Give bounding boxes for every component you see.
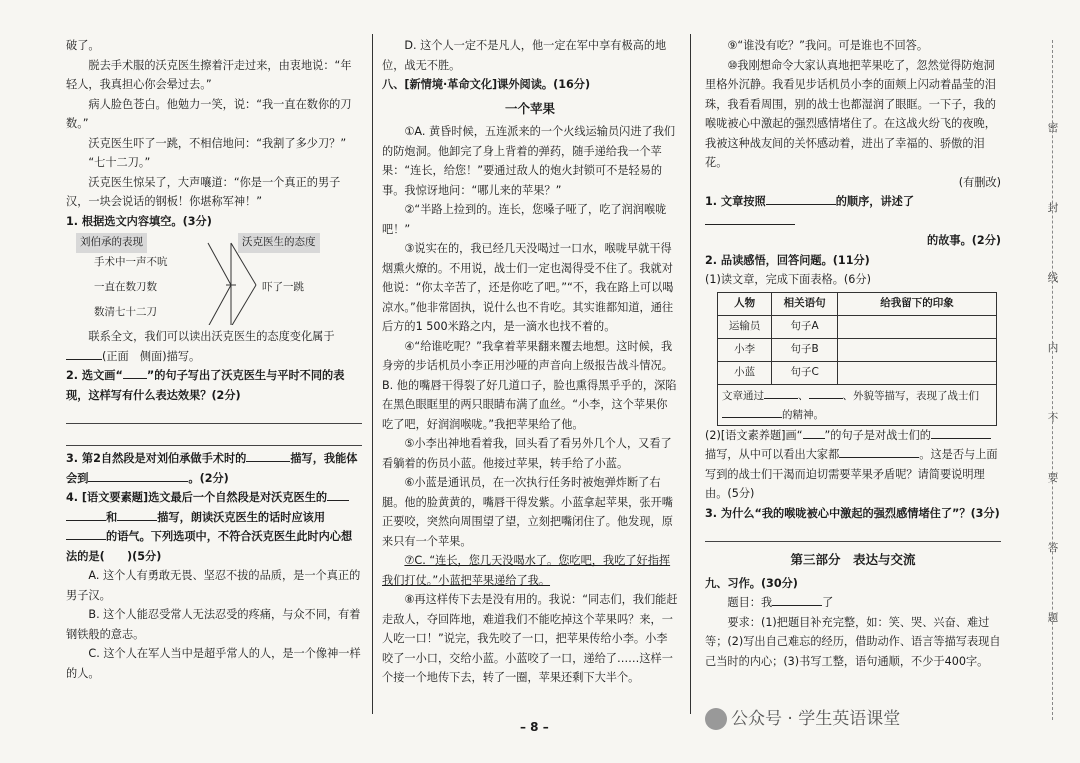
diagram-header-right: 沃克医生的态度 [238, 233, 320, 253]
impression-table [717, 292, 997, 426]
question-3: 3. 第2自然段是对刘伯承做手术时的 描写，我能体会到 。(2分) [66, 449, 362, 488]
answer-blank[interactable] [246, 449, 290, 462]
text-para: ①A. 黄昏时候，五连派来的一个火线运输员闪进了我们的防炮洞。他卸完了身上背着的弹药，随手递给我一个苹果：“连长，给您！”要通过敌人的炮火封锁可不是轻易的事。我惊讶地问：“哪儿来的苹果？” [382, 125, 676, 197]
answer-cell[interactable] [838, 361, 997, 384]
answer-line[interactable] [66, 405, 362, 424]
answer-line[interactable] [66, 427, 362, 446]
table-row: 小李 句子B [718, 338, 997, 361]
option-a: A. 这个人有勇敢无畏、坚忍不拔的品质，是一个真正的男子汉。 [66, 569, 361, 602]
table-row: 运输员 句子A [718, 315, 997, 338]
column-2 [382, 36, 678, 688]
seal-mark: 不 [1047, 412, 1059, 424]
seal-mark: 内 [1047, 342, 1059, 354]
text-para: ⑥小蓝是通讯员，在一次执行任务时被炮弹炸断了右腿。他的脸黄黄的，嘴唇干得发紫。小蓝拿起苹果，张开嘴正要咬，突然向周围望了望，立刻把嘴闭住了。他发现，原来只有一个苹果。 [382, 476, 673, 548]
diagram-row: 一直在数刀数 [94, 281, 157, 293]
answer-line[interactable] [705, 523, 1001, 542]
column-divider [372, 34, 373, 714]
answer-blank[interactable] [722, 405, 782, 418]
seal-mark: 线 [1047, 272, 1059, 284]
text-para: 沃克医生吓了一跳，不相信地问：“我割了多少刀？” [88, 136, 347, 150]
text-para: ④“给谁吃呢？”我拿着苹果翻来覆去地想。这时候，我身旁的步话机员小李正用沙哑的声音向上级报告战斗情况。B. 他的嘴唇干得裂了好几道口子，脸也熏得黑乎乎的，深陷在黑色眼眶里的两只眼睛布满了血丝。“小李，这个苹果你吃了吧，好润润喉咙。”我把苹果给了他。 [382, 339, 677, 431]
answer-blank[interactable] [66, 527, 106, 540]
answer-blank[interactable] [764, 386, 798, 399]
relation-diagram [66, 233, 362, 325]
table-header: 相关语句 [772, 292, 838, 315]
answer-blank[interactable] [705, 212, 795, 225]
text-para: 病人脸色苍白。他勉力一笑，说：“我一直在数你的刀数。” [66, 97, 352, 130]
option-c: C. 这个人在军人当中是超乎常人的人，是一个像神一样的人。 [66, 647, 361, 680]
text-para: ⑦C. “连长，您几天没喝水了。您吃吧，我吃了好指挥我们打仗。”小蓝把苹果递给了我。 [382, 554, 671, 587]
essay-requirements: 要求：(1)把题目补充完整，如：笑、哭、兴奋、难过等；(2)写出自己难忘的经历，借助动作、语言等描写表现自己当时的内心；(3)书写工整，语句通顺，不少于400字。 [705, 615, 1001, 668]
answer-blank[interactable] [809, 386, 843, 399]
text-para: 联系全文，我们可以读出沃克医生的态度变化属于(正面 侧面)描写。 [66, 327, 362, 366]
question-4: 4. [语文要素题]选文最后一个自然段是对沃克医生的和 描写，朗读沃克医生的话时应该用的语气。下列选项中，不符合沃克医生此时内心想法的是( )(5分) [66, 488, 362, 566]
column-3 [705, 36, 1001, 671]
answer-blank[interactable] [66, 347, 102, 360]
section-9-heading: 九、习作。(30分) [705, 576, 798, 590]
answer-blank[interactable] [766, 192, 836, 205]
wechat-icon [705, 708, 727, 730]
text-para: 沃克医生惊呆了，大声嚷道：“你是一个真正的男子汉，一块会说话的钢板！你堪称军神！” [66, 175, 341, 208]
answer-blank[interactable] [839, 445, 919, 458]
answer-blank[interactable] [66, 508, 106, 521]
answer-blank [123, 366, 147, 379]
text-para: 破了。 [66, 39, 100, 52]
section-8-heading: 八、[新情境·革命文化]课外阅读。(16分) [382, 78, 591, 91]
answer-blank[interactable] [117, 508, 157, 521]
text-para: ②“半路上捡到的。连长，您嗓子哑了，吃了润润喉咙吧！” [382, 203, 667, 236]
question-2: 2. 选文画“ ”的句子写出了沃克医生与平时不同的表现，这样写有什么表达效果？(2分) [66, 366, 362, 405]
text-para: ⑩我刚想命令大家认真地把苹果吃了，忽然觉得防炮洞里格外沉静。我看见步话机员小李的面颊上闪动着晶莹的泪珠，我看看周围，别的战士也都湿润了眼眶。一下子，我的喉咙被心中激起的强烈感情堵住了。在这战火纷飞的夜晚，我被这种战友间的关怀感动着，进出了幸福的、骄傲的泪花。 [705, 58, 996, 169]
diagram-row: 手术中一声不吭 [94, 256, 168, 268]
question-3: 3. 为什么“我的喉咙被心中激起的强烈感情堵住了”？(3分) [705, 506, 1000, 520]
diagram-header-left: 刘伯承的表现 [76, 233, 147, 253]
watermark: 公众号 · 学生英语课堂 [705, 704, 900, 730]
table-row [718, 384, 997, 425]
answer-blank[interactable] [88, 469, 188, 482]
question-1: 1. 根据选文内容填空。(3分) [66, 214, 212, 228]
answer-blank[interactable] [327, 488, 349, 501]
page-number: – 8 – [520, 720, 549, 734]
text-para: ⑨“谁没有吃？”我问。可是谁也不回答。 [727, 39, 929, 52]
option-b: B. 这个人能忍受常人无法忍受的疼痛，与众不同，有着钢铁般的意志。 [66, 608, 361, 641]
answer-blank [803, 426, 825, 439]
passage-title: 一个苹果 [504, 100, 555, 116]
option-d: D. 这个人一定不是凡人，他一定在军中享有极高的地位，战无不胜。 [382, 39, 667, 72]
diagram-lines [66, 233, 362, 325]
diagram-row: 数清七十二刀 [94, 306, 157, 318]
essay-topic: 题目：我 了 [705, 593, 1001, 613]
table-footer: 文章通过 、 、外貌等描写，表现了战士们的精神。 [718, 384, 997, 425]
question-1-end: 的故事。(2分) [927, 234, 1001, 247]
seal-mark: 题 [1047, 612, 1059, 624]
source-note: (有删改) [958, 175, 1001, 189]
diagram-middle: 吓了一跳 [262, 281, 304, 293]
answer-cell[interactable] [838, 338, 997, 361]
seal-line [1052, 40, 1053, 720]
seal-mark: 密 [1047, 122, 1059, 134]
seal-mark: 要 [1047, 472, 1059, 484]
question-2-1: (1)读文章，完成下面表格。(6分) [705, 273, 871, 286]
text-para: “七十二刀。” [88, 156, 151, 169]
table-row: 小蓝 句子C [718, 361, 997, 384]
question-2-2: (2)[语文素养题]画“ ”的句子是对战士们的描写，从中可以看出大家都 。这是否与上面写到的战士们干渴而迫切需要苹果矛盾呢？请简要说明理由。(5分) [705, 426, 1001, 504]
text-para: ⑧再这样传下去是没有用的。我说：“同志们，我们能赶走敌人，夺回阵地，难道我们不能吃掉这个苹果吗？来，一人吃一口！”说完，我先咬了一口，把苹果传给小李。小李咬了一小口，交给小蓝。小蓝咬了一口，递给了……这样一个接一个地传下去，转了一圈，苹果还剩下大半个。 [382, 593, 678, 684]
column-divider [690, 34, 691, 714]
table-header: 给我留下的印象 [838, 292, 997, 315]
question-2: 2. 品读感悟，回答问题。(11分) [705, 253, 870, 267]
answer-cell[interactable] [838, 315, 997, 338]
answer-blank[interactable] [772, 593, 822, 606]
text-para: ⑤小李出神地看着我，回头看了看另外几个人，又看了看躺着的伤员小蓝。他接过苹果，转手给了小蓝。 [382, 437, 672, 470]
seal-mark: 答 [1047, 542, 1059, 554]
column-1 [66, 36, 362, 683]
text-para: 脱去手术服的沃克医生擦着汗走过来，由衷地说：“年轻人，我真担心你会晕过去。” [66, 58, 352, 91]
text-para: ③说实在的，我已经几天没喝过一口水，喉咙早就干得烟熏火燎的。不用说，战士们一定也渴得受不住了。我就对他说：“你太辛苦了，还是你吃了吧。”“不，我在路上可以喝凉水。”他非常固执，说什么也不肯吃。其实谁都知道，通往后方的1 500米路之内，是一滴水也找不着的。 [382, 242, 674, 333]
seal-mark: 封 [1047, 202, 1059, 214]
part-3-heading: 第三部分 表达与交流 [790, 552, 916, 567]
answer-blank[interactable] [931, 426, 991, 439]
table-header: 人物 [718, 292, 772, 315]
question-1: 1. 文章按照 的顺序，讲述了 [705, 192, 1001, 231]
